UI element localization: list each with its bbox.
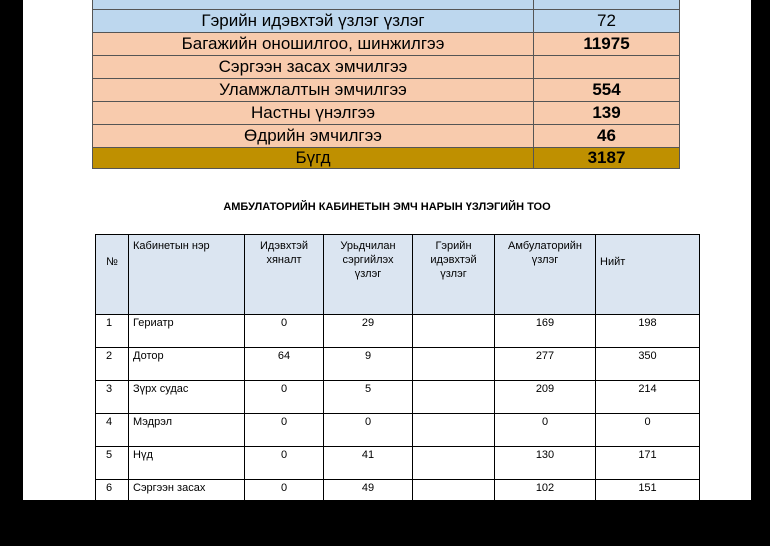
summary-value: 11975 (534, 33, 680, 56)
summary-row (93, 10, 680, 33)
table-cell: Зүрх судас (129, 381, 245, 414)
table-cell: 29 (324, 315, 413, 348)
table-cell: 0 (324, 414, 413, 447)
summary-total-row (93, 148, 680, 169)
column-header: Идэвхтэй хяналт (245, 235, 324, 315)
table-cell: Сэргээн засах (129, 480, 245, 513)
summary-row (93, 125, 680, 148)
table-row (96, 447, 700, 480)
table-cell: 64 (245, 348, 324, 381)
table-cell: 7 (324, 513, 413, 546)
table-cell: 169 (495, 315, 596, 348)
table-cell (413, 381, 495, 414)
table-row (96, 348, 700, 381)
summary-row (93, 56, 680, 79)
column-header: Амбулаторийн үзлэг (495, 235, 596, 315)
summary-label: Гэрийн идэвхтэй үзлэг үзлэг (93, 10, 534, 33)
table-cell: 130 (495, 447, 596, 480)
table-cell (413, 447, 495, 480)
table-cell (413, 414, 495, 447)
table-cell: 0 (495, 414, 596, 447)
table-cell: 4 (96, 414, 129, 447)
table-cell (413, 315, 495, 348)
summary-value: 554 (534, 79, 680, 102)
table-cell: 0 (596, 414, 700, 447)
table-cell: 0 (245, 513, 324, 546)
table-cell: 214 (596, 381, 700, 414)
table-cell: 5 (96, 447, 129, 480)
summary-row (93, 79, 680, 102)
table-row (96, 480, 700, 513)
table-row (96, 315, 700, 348)
document-page (23, 0, 751, 527)
table-header-row (96, 235, 700, 315)
summary-label: Сэргээн засах эмчилгээ (93, 56, 534, 79)
summary-value: 72 (534, 10, 680, 33)
table-cell: 209 (495, 381, 596, 414)
column-header: Кабинетын нэр (129, 235, 245, 315)
table-cell: 2 (96, 348, 129, 381)
table-cell: 7 (96, 513, 129, 546)
table-cell: Дотор (129, 348, 245, 381)
table-cell: 198 (596, 315, 700, 348)
table-cell: 0 (245, 447, 324, 480)
summary-label: Бүгд (93, 148, 534, 169)
table-cell: 9 (324, 348, 413, 381)
summary-label: Өдрийн эмчилгээ (93, 125, 534, 148)
table-cell: 171 (596, 447, 700, 480)
summary-row (93, 33, 680, 56)
table-cell (413, 513, 495, 546)
table-cell: Уламжлалт (129, 513, 245, 546)
summary-row-partial (93, 0, 680, 10)
summary-label: Настны үнэлгээ (93, 102, 534, 125)
table-row (96, 381, 700, 414)
summary-row (93, 102, 680, 125)
table-cell: 151 (596, 480, 700, 513)
summary-value: 46 (534, 125, 680, 148)
table-cell: 0 (245, 381, 324, 414)
table-cell: 49 (324, 480, 413, 513)
column-header: Нийт (596, 235, 700, 315)
table-row (96, 513, 700, 546)
table-cell: 102 (495, 480, 596, 513)
summary-value (534, 56, 680, 79)
summary-label: Багажийн оношилгоо, шинжилгээ (93, 33, 534, 56)
table-cell (413, 480, 495, 513)
table-cell: 277 (495, 348, 596, 381)
column-header: Гэрийн идэвхтэй үзлэг (413, 235, 495, 315)
summary-label: Уламжлалтын эмчилгээ (93, 79, 534, 102)
section-title: АМБУЛАТОРИЙН КАБИНЕТЫН ЭМЧ НАРЫН ҮЗЛЭГИЙН ТОО (223, 201, 551, 213)
cabinet-table (95, 234, 700, 546)
table-cell: 350 (596, 348, 700, 381)
table-cell: 1 (96, 315, 129, 348)
table-cell (413, 348, 495, 381)
table-row (96, 414, 700, 447)
table-cell: 0 (245, 480, 324, 513)
table-cell: Мэдрэл (129, 414, 245, 447)
table-cell: 153 (495, 513, 596, 546)
table-cell: 6 (96, 480, 129, 513)
column-header: № (96, 235, 129, 315)
table-cell: Нүд (129, 447, 245, 480)
table-cell: 160 (596, 513, 700, 546)
summary-value: 3187 (534, 148, 680, 169)
summary-table (92, 0, 680, 169)
summary-value: 139 (534, 102, 680, 125)
table-cell: 0 (245, 315, 324, 348)
table-cell: 41 (324, 447, 413, 480)
table-cell: 5 (324, 381, 413, 414)
table-cell: Гериатр (129, 315, 245, 348)
table-cell: 0 (245, 414, 324, 447)
table-cell: 3 (96, 381, 129, 414)
column-header: Урьдчилан сэргийлэх үзлэг (324, 235, 413, 315)
